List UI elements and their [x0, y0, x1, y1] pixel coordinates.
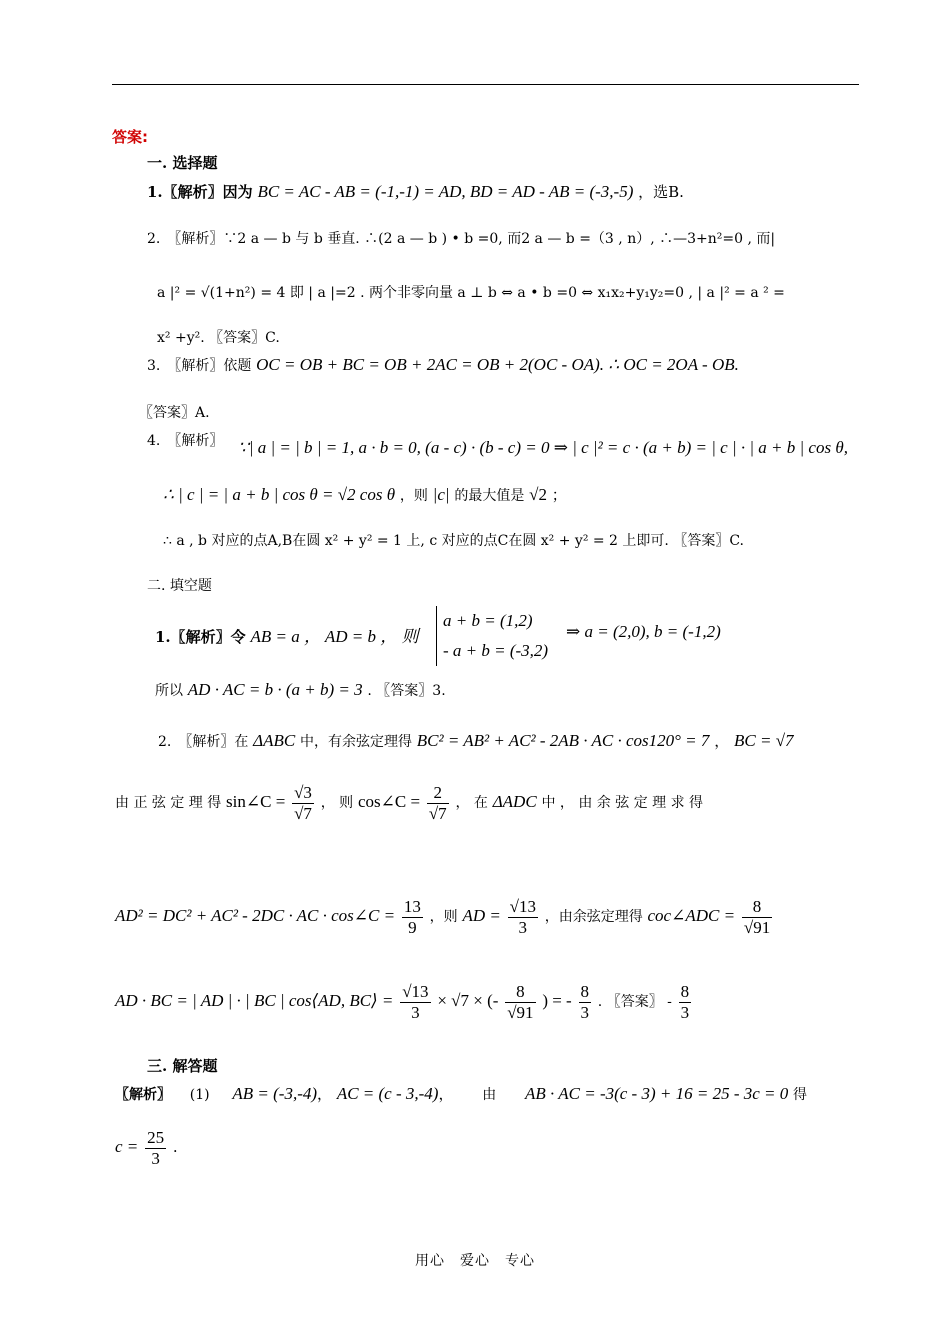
choice-q3-math: OC = OB + BC = OB + 2AC = OB + 2(OC - OA). ∴ OC = 2OA - OB. [256, 355, 739, 374]
fill-q2-l4-mid: × √7 × (- [437, 991, 499, 1011]
fill-q2-line2 [115, 783, 703, 823]
choice-q4-line2 [163, 484, 567, 505]
choice-q4-line2-end: ； [551, 486, 567, 504]
solve-label: 〖解析〗 [115, 1087, 171, 1103]
solve-c-end: . [172, 1138, 178, 1157]
fill-q1-system-eq2: - a + b = (-3,2) [443, 641, 549, 660]
fill-q1-answer: . 〖答案〗3. [367, 683, 446, 699]
choice-q4-line2-max: 的最大值是 [454, 488, 525, 504]
fill-q1-line2-math: AD · AC = b · (a + b) = 3 [187, 680, 363, 699]
fill-q1-system [436, 606, 548, 666]
choice-q2-line2: a |² = √(1+n²) = 4 即 | a |=2 . 两个非零向量 a ⊥ b ⇔ a • b =0 ⇔ x₁x₂+y₁y₂=0 , | a |² = a ² = [157, 285, 785, 301]
answer-title: 答案: [112, 128, 148, 146]
fill-q2-tail: 中 ， 由 余 弦 定 理 求 得 [541, 795, 704, 812]
fill-q2-l4-den1: 3 [411, 1002, 420, 1022]
choice-q1-end: ，选B. [638, 183, 684, 201]
fill-q1-line2-label: 所以 [155, 683, 183, 699]
header-rule [112, 84, 859, 85]
fill-q2-cos-den: √7 [428, 803, 447, 823]
choice-q4-line1: ∵| a | = | b | = 1, a · b = 0, (a - c) · (b - c) = 0 ⇒ | c |² = c · (a + b) = | c | · | a + b | cos θ, [238, 438, 848, 457]
fill-q2-sine-rule: 由 正 弦 定 理 得 [115, 795, 222, 812]
fill-q2-l4-num1: √13 [402, 982, 429, 1001]
fill-q2-f13-num: 13 [403, 897, 421, 916]
section-fill-heading: 二. 填空题 [147, 578, 212, 594]
fill-q2-comma: ， [714, 732, 730, 750]
choice-q1-math: BC = AC - AB = (-1,-1) = AD, BD = AD - AB = (-3,-5) [257, 182, 634, 201]
fill-q2-l4-num2: 8 [505, 982, 535, 1003]
fill-q2-l4-den3: 3 [580, 1002, 590, 1022]
fill-q2-f13 [402, 897, 423, 937]
choice-q2-label: 2. 〖解析〗∵2 [147, 231, 247, 247]
solve-eq1: AB = (-3,-4) [232, 1084, 318, 1103]
fill-q2-then2: ，则 [429, 909, 458, 926]
solve-c-lhs: c = [115, 1137, 139, 1157]
fill-q2-l4-frac1 [400, 982, 430, 1022]
fill-q2-line1 [158, 730, 794, 751]
fill-q2-ad: AD = [462, 906, 501, 926]
fill-q2-cos-frac [427, 783, 449, 823]
fill-q2-line3-eq: AD² = DC² + AC² - 2DC · AC · cos∠C = [115, 906, 396, 926]
solve-get: 得 [793, 1087, 808, 1103]
solve-part: (1) [189, 1087, 210, 1103]
solve-eq2: AC = (c - 3,-4) [336, 1084, 439, 1103]
solve-c-frac [145, 1128, 166, 1168]
choice-q4-line3: ∴ a , b 对应的点A,B在圆 x² + y² = 1 上, c 对应的点C在圆 x² + y² = 2 上即可. 〖答案〗C. [163, 533, 744, 549]
choice-q2-line1 [147, 228, 775, 248]
choice-q3-answer: 〖答案〗A. [139, 405, 210, 421]
choice-q4-line2-math: ∴ | c | = | a + b | cos θ = √2 cos θ [163, 485, 396, 504]
fill-q2-ad-num: √13 [509, 897, 536, 916]
fill-q2-label: 2. 〖解析〗在 [158, 734, 249, 750]
solve-eq3: AB · AC = -3(c - 3) + 16 = 25 - 3c = 0 [525, 1084, 789, 1103]
solve-line2 [115, 1128, 178, 1168]
fill-q2-cos-lhs: cos∠C = [357, 792, 421, 812]
fill-q2-in: ， 在 [455, 795, 488, 812]
solve-c-num: 25 [147, 1128, 165, 1147]
fill-q2-line3 [115, 897, 774, 937]
choice-q4-line2-root: √2 [529, 485, 547, 504]
fill-q2-cos-num: 2 [427, 783, 449, 804]
fill-q2-coc-den: √91 [743, 917, 771, 937]
fill-q1-system-eq1: a + b = (1,2) [443, 611, 533, 630]
fill-q2-ad-den: 3 [518, 917, 528, 937]
solve-c-den: 3 [151, 1148, 160, 1168]
choice-q2-line3: x² +y². 〖答案〗C. [157, 330, 280, 346]
fill-q2-line4 [115, 982, 693, 1022]
fill-q2-l4-frac4 [679, 982, 692, 1022]
fill-q2-ad-frac [508, 897, 538, 937]
fill-q2-sin-lhs: sin∠C = [226, 792, 286, 812]
section-solve-heading: 三. 解答题 [147, 1057, 218, 1075]
choice-q4-label: 4. 〖解析〗 [147, 433, 224, 449]
fill-q2-l4-num3: 8 [580, 982, 590, 1001]
fill-q2-coc-frac [742, 897, 772, 937]
solve-line1: 〖解析〗 (1) AB = (-3,-4)， AC = (c - 3,-4)， 由 AB · AC = -3(c - 3) + 16 = 25 - 3c = 0 得 [115, 1084, 808, 1103]
fill-q2-l4-den4: 3 [680, 1002, 690, 1022]
choice-q3 [147, 355, 739, 375]
fill-q2-coc-num: 8 [742, 897, 772, 918]
fill-q2-l4-frac3 [579, 982, 592, 1022]
solve-by: 由 [482, 1087, 497, 1103]
fill-q2-sin-frac [292, 783, 314, 823]
choice-q4-line2-c: |c| [432, 485, 450, 504]
fill-q1-result: ⇒ a = (2,0), b = (-1,2) [566, 622, 721, 641]
fill-q2-f13-den: 9 [408, 917, 417, 937]
choice-q4-line2-then: ，则 [399, 488, 428, 504]
section-choice-heading: 一. 选择题 [147, 154, 218, 172]
choice-q2-line1-text: a — b 与 b 垂直. ∴(2 a — b ) • b =0, 而2 a — b =（3 , n）, ∴—3+n²=0 , 而| [250, 231, 776, 247]
fill-q2-adc: ΔADC [492, 792, 537, 812]
choice-q1 [147, 181, 684, 202]
choice-q3-label: 3. 〖解析〗依题 [147, 358, 252, 374]
fill-q2-l4-answer: . 〖答案〗 - [597, 994, 672, 1011]
fill-q2-then: ， 则 [320, 795, 354, 812]
fill-q1-math1: AB = a ， AD = b ， 则 [250, 627, 419, 646]
fill-q2-cos2: ，由余弦定理得 [544, 909, 643, 926]
fill-q2-coc: coc∠ADC = [647, 906, 736, 926]
fill-q2-l4-eq: ) = - [542, 991, 572, 1011]
fill-q2-eq2: BC = √7 [734, 731, 794, 750]
fill-q2-mid: 中，有余弦定理得 [300, 734, 413, 750]
page-footer: 用心 爱心 专心 [415, 1253, 535, 1269]
fill-q2-l4-num4: 8 [680, 982, 690, 1001]
fill-q2-sin-den: √7 [294, 803, 312, 823]
fill-q1-label: 1.〖解析〗令 [155, 628, 246, 646]
fill-q2-line4-eq: AD · BC = | AD | · | BC | cos⟨AD, BC⟩ = [115, 991, 394, 1011]
fill-q2-eq1: BC² = AB² + AC² - 2AB · AC · cos120° = 7 [416, 731, 710, 750]
fill-q1-line2 [155, 680, 446, 700]
fill-q2-tri: ΔABC [253, 731, 296, 750]
fill-q1 [155, 622, 419, 647]
fill-q2-l4-frac2 [505, 982, 535, 1022]
choice-q1-label: 1.〖解析〗因为 [147, 183, 253, 201]
fill-q2-l4-den2: √91 [507, 1002, 534, 1022]
fill-q2-sin-num: √3 [294, 783, 312, 802]
